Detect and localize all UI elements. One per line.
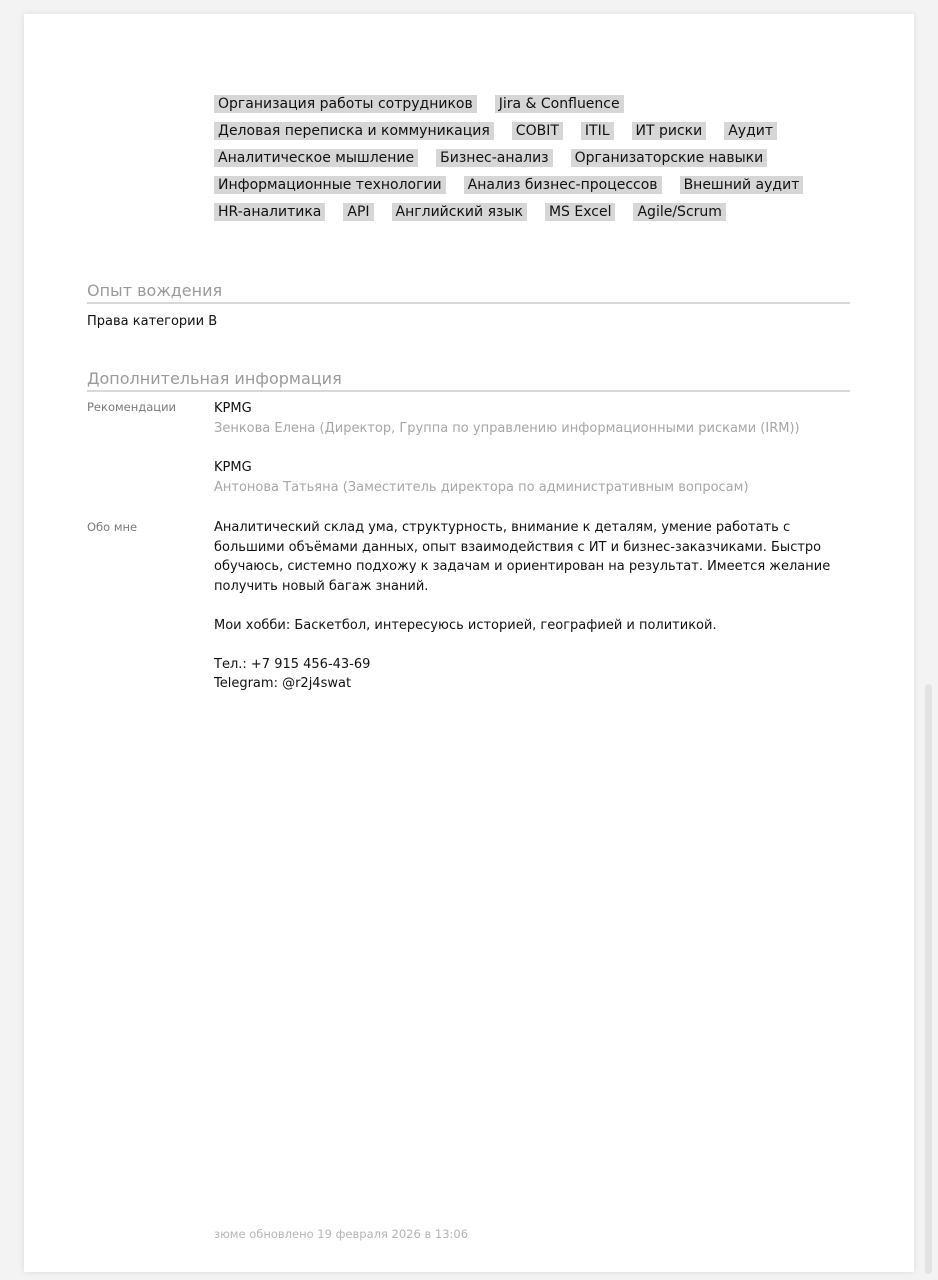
scrollbar[interactable] (925, 684, 932, 1274)
telegram-line: Telegram: @r2j4swat (214, 676, 352, 691)
skills-row (214, 198, 854, 225)
skill-tag: Организация работы сотрудников (214, 95, 477, 113)
driving-license: Права категории B (87, 314, 218, 329)
skill-tag: ИТ риски (632, 122, 707, 140)
recommendation-person: Антонова Татьяна (Заместитель директора по административным вопросам) (214, 480, 749, 495)
about-paragraph: Аналитический склад ума, структурность, внимание к деталям, умение работать с большими объёмами данных, опыт взаимодействия с ИТ и бизнес-заказчиками. Быстро обучаюсь, системно подхожу к задачам и ориентирован на результат. Имеется желание получить новый багаж знаний. (214, 520, 831, 594)
recommendation-company: KPMG (214, 401, 252, 416)
about-label: Обо мне (87, 520, 138, 534)
skill-tag: Аналитическое мышление (214, 149, 418, 167)
skill-tag: Jira & Confluence (495, 95, 624, 113)
skills-row (214, 144, 854, 171)
skill-tag: API (343, 203, 373, 221)
recommendations-label: Рекомендации (87, 400, 177, 414)
skill-tag: Agile/Scrum (633, 203, 725, 221)
driving-section-title: Опыт вождения (87, 281, 850, 304)
skill-tag: Информационные технологии (214, 176, 446, 194)
updated-footer: зюме обновлено 19 февраля 2026 в 13:06 (214, 1227, 469, 1241)
skill-tag: Английский язык (392, 203, 527, 221)
about-text (214, 518, 854, 694)
skill-tag: HR-аналитика (214, 203, 325, 221)
skill-tag: Организаторские навыки (571, 149, 768, 167)
recommendation-company: KPMG (214, 460, 252, 475)
skill-tag: MS Excel (545, 203, 616, 221)
skills-row (214, 117, 854, 144)
resume-page (24, 14, 914, 1272)
phone-line: Тел.: +7 915 456-43-69 (214, 656, 371, 672)
skill-tag: Деловая переписка и коммуникация (214, 122, 494, 140)
skill-tag: COBIT (512, 122, 563, 140)
skill-tag: Анализ бизнес-процессов (464, 176, 662, 194)
skill-tag: ITIL (581, 122, 614, 140)
recommendation-person: Зенкова Елена (Директор, Группа по управлению информационными рисками (IRM)) (214, 421, 800, 436)
additional-section-title: Дополнительная информация (87, 369, 850, 392)
skill-tag: Бизнес-анализ (436, 149, 552, 167)
skills-list (214, 90, 854, 225)
skills-row (214, 171, 854, 198)
skill-tag: Аудит (724, 122, 777, 140)
hobbies-paragraph: Мои хобби: Баскетбол, интересуюсь историей, географией и политикой. (214, 617, 717, 633)
skill-tag: Внешний аудит (680, 176, 804, 194)
skills-row (214, 90, 854, 117)
